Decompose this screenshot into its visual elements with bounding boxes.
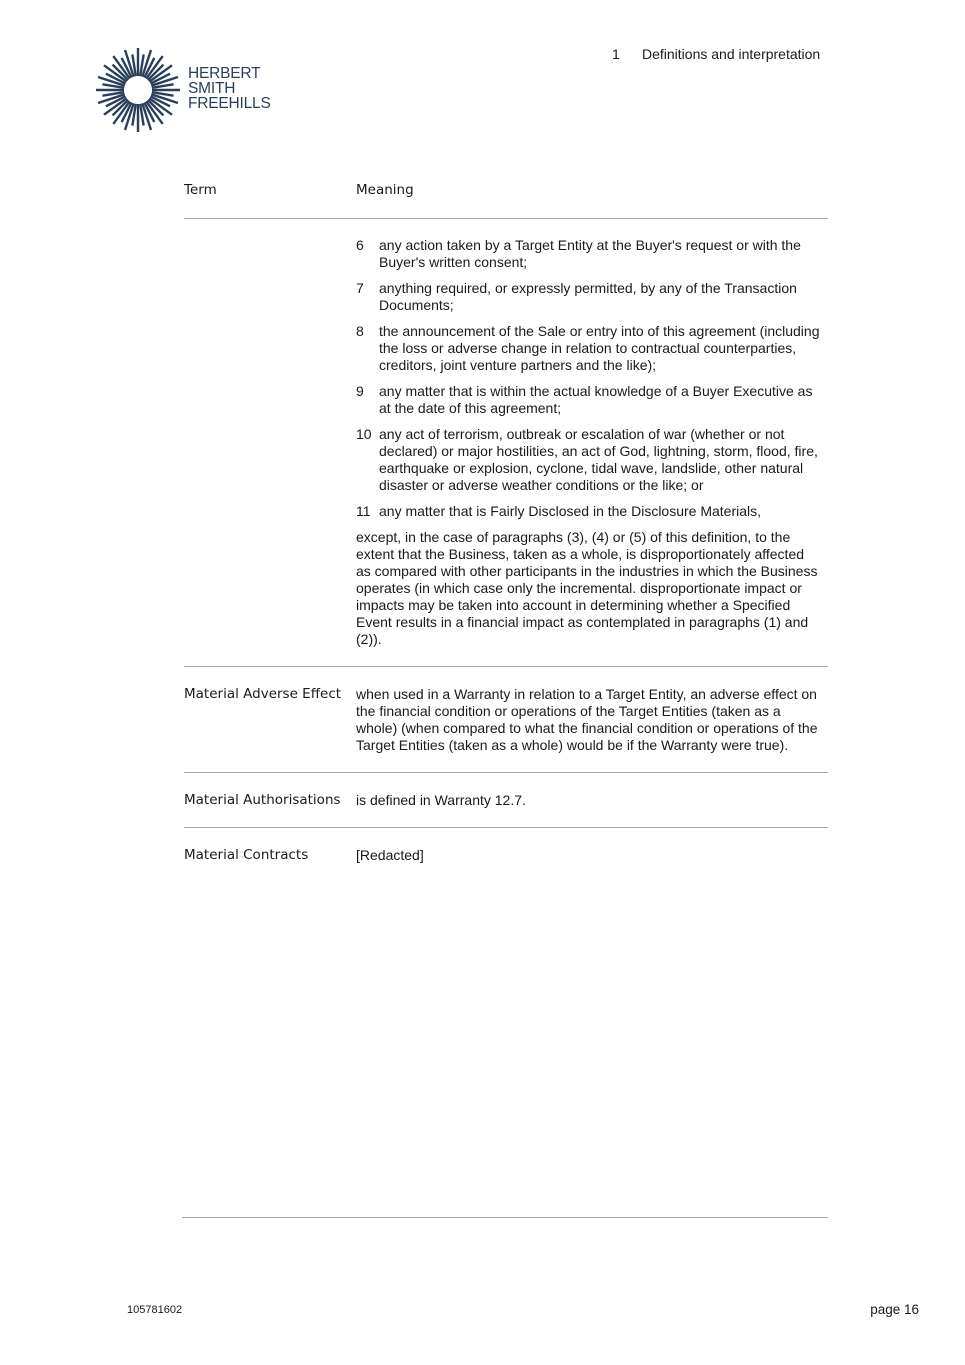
list-item [356, 280, 822, 314]
table-row [184, 828, 828, 882]
list-item [356, 503, 822, 520]
item-text: anything required, or expressly permitted, by any of the Transaction Documents; [379, 280, 797, 313]
list-item [356, 323, 822, 374]
list-item [356, 426, 822, 494]
item-number: 9 [356, 383, 364, 399]
logo-line: HERBERT [188, 65, 261, 82]
logo-wordmark [188, 66, 271, 111]
item-number: 8 [356, 323, 364, 339]
firm-logo [96, 46, 276, 134]
meaning-cell: is defined in Warranty 12.7. [356, 792, 526, 808]
list-item [356, 383, 822, 417]
item-text: any action taken by a Target Entity at the Buyer's request or with the Buyer's written consent; [379, 237, 801, 270]
item-text: the announcement of the Sale or entry into of this agreement (including the loss or adverse change in relation to contractual counterparties, creditors, joint venture partners and the like); [379, 323, 820, 373]
column-header-term: Term [184, 182, 217, 198]
footer-divider [182, 1217, 828, 1218]
item-text: any matter that is within the actual knowledge of a Buyer Executive as at the date of this agreement; [379, 383, 813, 416]
item-text: any matter that is Fairly Disclosed in the Disclosure Materials, [379, 503, 762, 519]
table-row [184, 773, 828, 828]
running-header [612, 46, 820, 62]
meaning-cell: [Redacted] [356, 847, 424, 863]
meaning-cell [356, 237, 822, 648]
table-row-continued [184, 219, 828, 667]
item-number: 10 [356, 426, 372, 442]
list-item [356, 237, 822, 271]
column-header-meaning: Meaning [356, 182, 414, 198]
logo-line: FREEHILLS [188, 95, 271, 112]
section-number: 1 [612, 46, 620, 62]
page-number: page 16 [870, 1302, 919, 1317]
meaning-cell: when used in a Warranty in relation to a Target Entity, an adverse effect on the financial condition or operations of the Target Entities (taken as a whole) (when compared to what the financial condition or operations of the Target Entities (taken as a whole) would be if the Warranty were true). [356, 686, 818, 753]
table-header [184, 182, 828, 219]
logo-line: SMITH [188, 80, 236, 97]
item-number: 6 [356, 237, 364, 253]
item-text: any act of terrorism, outbreak or escalation of war (whether or not declared) or major hostilities, an act of God, lightning, storm, flood, fire, earthquake or explosion, cyclone, tidal wave, landslide, other natural disaster or adverse weather conditions or the like; or [379, 426, 818, 493]
section-title: Definitions and interpretation [642, 46, 821, 62]
definitions-table [184, 182, 828, 882]
term-cell: Material Authorisations [184, 792, 341, 808]
exception-paragraph: except, in the case of paragraphs (3), (4) or (5) of this definition, to the extent that the Business, taken as a whole, is disproportionately affected as compared with other participants in the industries in which the Business operates (in which case only the incremental. disproportionate impact or impacts may be taken into account in determining whether a Specified Event results in a financial impact as contemplated in paragraphs (1) and (2)). [356, 529, 818, 647]
sunburst-logo-icon [96, 46, 180, 134]
term-cell: Material Contracts [184, 847, 309, 863]
term-cell: Material Adverse Effect [184, 686, 342, 702]
document-number: 105781602 [127, 1304, 183, 1316]
item-number: 11 [356, 503, 371, 519]
item-number: 7 [356, 280, 364, 296]
table-row [184, 667, 828, 773]
